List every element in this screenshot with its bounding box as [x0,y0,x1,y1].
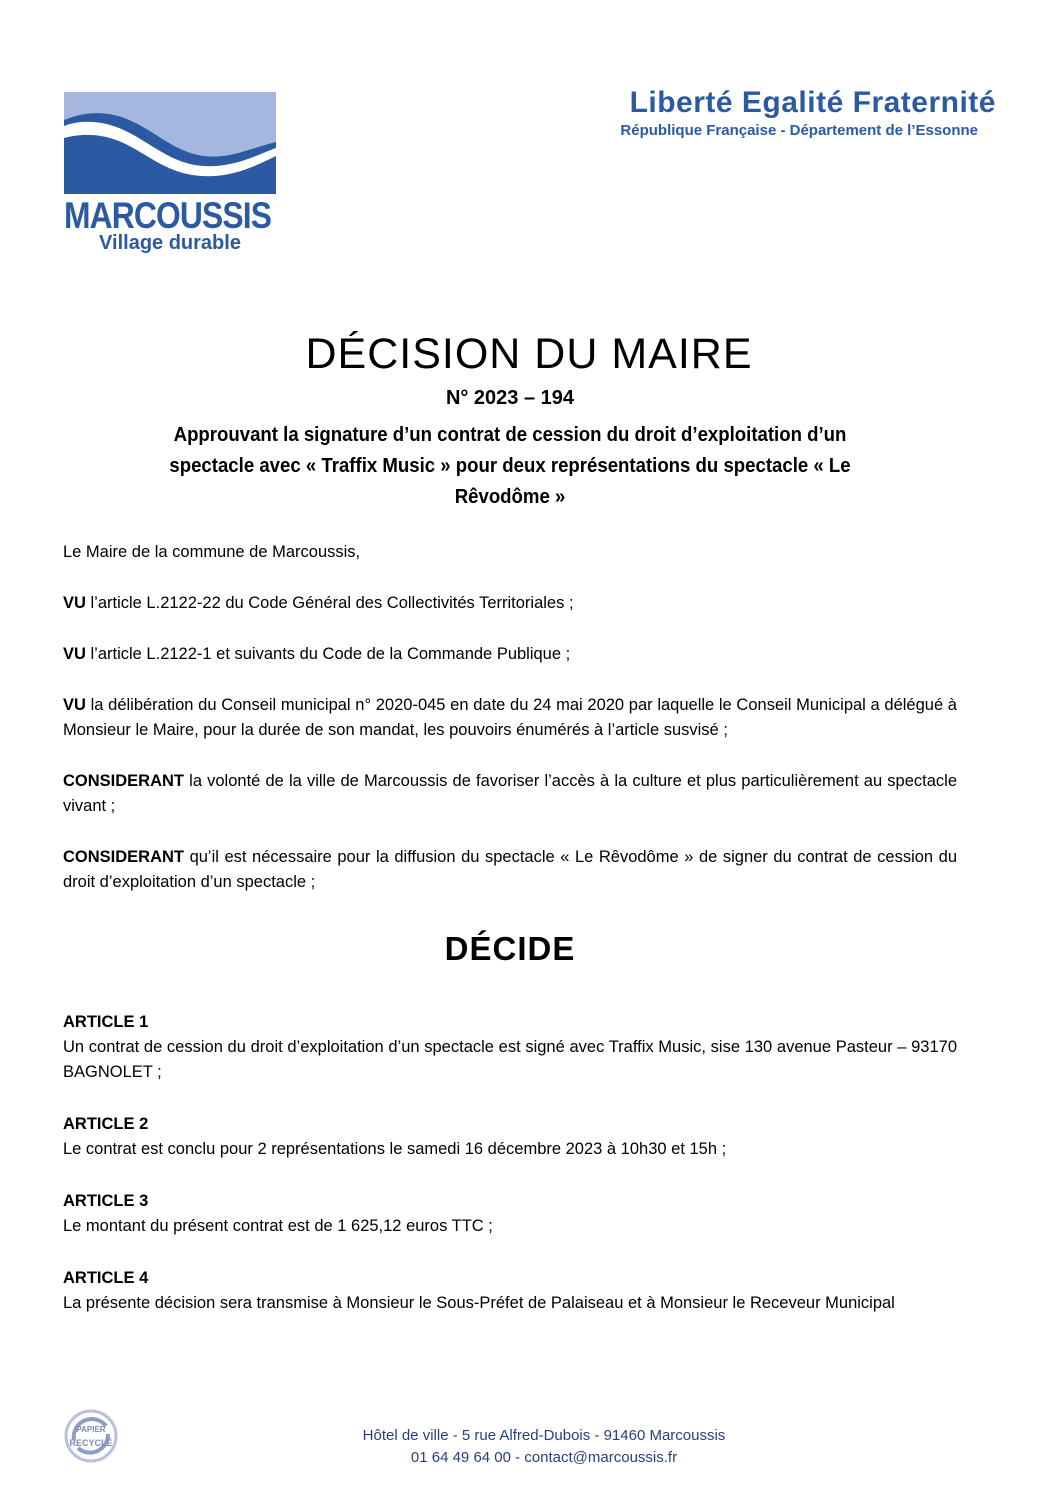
preamble-paragraph [63,845,957,895]
article-heading: ARTICLE 3 [63,1192,149,1210]
recycle-badge-top: PAPIER [76,1425,106,1434]
preamble-paragraph [63,693,957,743]
preamble [63,540,957,895]
articles [63,1010,957,1343]
article-heading: ARTICLE 4 [63,1269,149,1287]
article-3 [63,1189,957,1239]
decision-subject: Approuvant la signature d’un contrat de cession du droit d’exploitation d’un spectacle avec « Traffix Music » pour deux représentations du spectacle « Le Rêvodôme » [169,424,851,508]
article-text: Le montant du présent contrat est de 1 625,12 euros TTC ; [63,1217,493,1235]
recycled-paper-icon [62,1408,120,1464]
preamble-lead: CONSIDERANT [63,772,185,790]
preamble-lead: VU [63,594,86,612]
article-1 [63,1010,957,1085]
article-heading: ARTICLE 2 [63,1115,149,1133]
preamble-paragraph [63,591,957,616]
article-text: La présente décision sera transmise à Monsieur le Sous-Préfet de Palaiseau et à Monsieur le Receveur Municipal [63,1294,895,1312]
footer-address: Hôtel de ville - 5 rue Alfred-Dubois - 91460 Marcoussis [362,1427,726,1444]
preamble-paragraph [63,769,957,819]
article-4 [63,1266,957,1316]
preamble-text: l’article L.2122-1 et suivants du Code de la Commande Publique ; [85,645,571,663]
republic-header [620,86,996,139]
preamble-text: Le Maire de la commune de Marcoussis, [63,543,361,561]
article-2 [63,1112,957,1162]
marcoussis-logo [64,92,276,255]
decision-number: N° 2023 – 194 [445,387,575,409]
article-text: Le contrat est conclu pour 2 représentations le samedi 16 décembre 2023 à 10h30 et 15h ; [63,1140,727,1158]
footer [260,1425,828,1469]
republic-subtitle: République Française - Département de l’Essonne [620,122,978,139]
article-text: Un contrat de cession du droit d’exploitation d’un spectacle est signé avec Traffix Music, sise 130 avenue Pasteur – 93170 BAGNOLET ; [63,1038,957,1081]
wave-emblem-icon [64,92,276,194]
preamble-lead: VU [63,696,86,714]
preamble-lead: VU [63,645,86,663]
preamble-text: l’article L.2122-22 du Code Général des Collectivités Territoriales ; [85,594,574,612]
decide-heading: DÉCIDE [444,930,576,967]
preamble-text: qu’il est nécessaire pour la diffusion du spectacle « Le Rêvodôme » de signer du contrat de cession du droit d’exploitation d’un spectacle ; [63,848,957,891]
preamble-text: la volonté de la ville de Marcoussis de favoriser l’accès à la culture et plus particulièrement au spectacle vivant ; [63,772,957,815]
footer-contact: 01 64 49 64 00 - contact@marcoussis.fr [410,1449,678,1466]
logo-name: MARCOUSSIS [64,195,272,236]
article-heading: ARTICLE 1 [63,1013,149,1031]
recycle-badge-bottom: RECYCLÉ [69,1438,113,1448]
preamble-lead: CONSIDERANT [63,848,185,866]
republic-motto: Liberté Egalité Fraternité [629,86,996,119]
preamble-paragraph [63,642,957,667]
preamble-paragraph [63,540,957,565]
logo-tagline: Village durable [99,232,241,254]
page-title: DÉCISION DU MAIRE [305,330,753,378]
preamble-text: la délibération du Conseil municipal n° 2020-045 en date du 24 mai 2020 par laquelle le Conseil Municipal a délégué à Monsieur le Maire, pour la durée de son mandat, les pouvoirs énumérés à l’article susvisé ; [63,696,957,739]
